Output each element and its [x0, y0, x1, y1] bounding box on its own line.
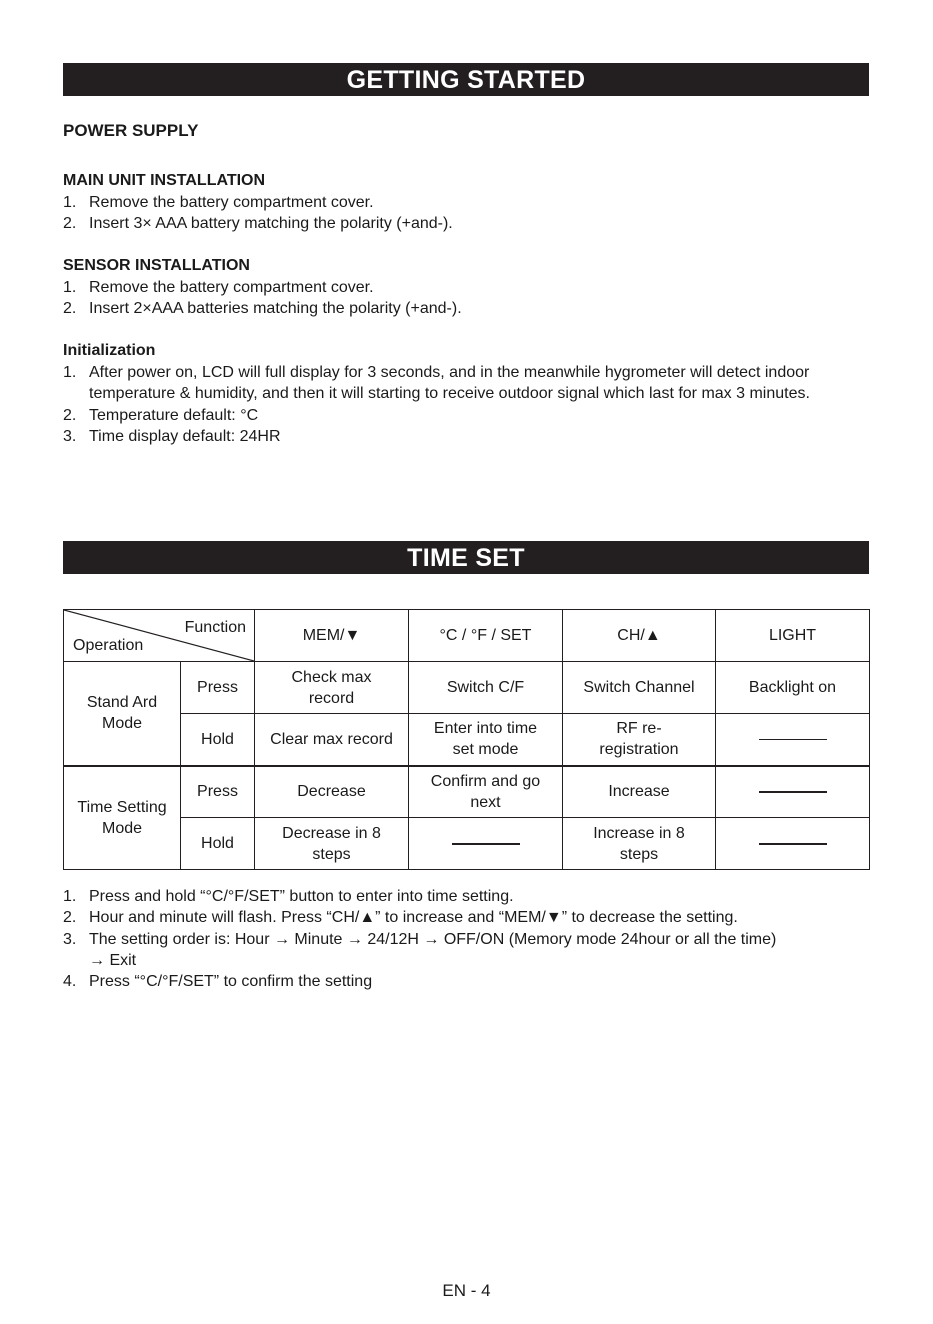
table-cell: Decrease [255, 766, 409, 818]
main-unit-steps [63, 192, 863, 235]
getting-started-banner: GETTING STARTED [63, 63, 869, 96]
table-row [64, 818, 870, 870]
table-cell: Check max record [255, 662, 409, 714]
column-header: LIGHT [716, 610, 870, 662]
list-item: 2. Insert 3× AAA battery matching the polarity (+and-). [63, 215, 453, 233]
list-item: 3. The setting order is: Hour → Minute → 24/12H → OFF/ON (Memory mode 24hour or all the time) → Exit [63, 929, 873, 972]
table-header-row [64, 610, 870, 662]
column-header: °C / °F / SET [409, 610, 563, 662]
list-item: 1. Remove the battery compartment cover. [63, 279, 374, 296]
step3-continuation: → Exit [89, 951, 137, 969]
table-cell: Backlight on [716, 662, 870, 714]
sensor-heading: SENSOR INSTALLATION [63, 257, 250, 274]
list-item: 2. Insert 2×AAA batteries matching the polarity (+and-). [63, 300, 462, 318]
table-cell: RF re-registration [563, 714, 716, 766]
time-set-banner: TIME SET [63, 541, 869, 574]
table-row [64, 662, 870, 714]
list-item: 2. Temperature default: °C [63, 406, 259, 424]
empty-cell [716, 818, 870, 870]
table-cell: Increase [563, 766, 716, 818]
list-item: 3. Time display default: 24HR [63, 427, 281, 445]
mode-label: Stand Ard Mode [64, 662, 181, 766]
sensor-steps [63, 277, 863, 320]
empty-cell [409, 818, 563, 870]
action-label: Hold [181, 714, 255, 766]
column-header: MEM/▼ [255, 610, 409, 662]
time-set-table [63, 609, 870, 870]
table-cell: Switch C/F [409, 662, 563, 714]
main-unit-heading: MAIN UNIT INSTALLATION [63, 172, 266, 189]
list-item: 2. Hour and minute will flash. Press “CH/▲” to increase and “MEM/▼” to decrease the setting. [63, 909, 738, 927]
page-number: EN - 4 [442, 1281, 491, 1300]
dash-line [759, 739, 827, 740]
table-cell: Increase in 8 steps [563, 818, 716, 870]
table-cell: Confirm and go next [409, 766, 563, 818]
corner-cell [64, 610, 255, 662]
table-row [64, 766, 870, 818]
table-cell: Decrease in 8 steps [255, 818, 409, 870]
action-label: Press [181, 662, 255, 714]
list-item: 1. After power on, LCD will full display for 3 seconds, and in the meanwhile hygrometer will detect indoor temperature & humidity, and then it will starting to receive outdoor signal which last for max 3 minutes. [63, 364, 810, 403]
action-label: Press [181, 766, 255, 818]
dash-line [759, 843, 827, 845]
dash-line [452, 843, 520, 845]
table-cell: Switch Channel [563, 662, 716, 714]
empty-cell [716, 766, 870, 818]
list-item: 1. Press and hold “°C/°F/SET” button to enter into time setting. [63, 888, 514, 905]
power-supply-heading: POWER SUPPLY [63, 121, 199, 140]
dash-line [759, 791, 827, 793]
time-set-steps [63, 886, 873, 992]
column-header: CH/▲ [563, 610, 716, 662]
initialization-steps [63, 362, 853, 447]
empty-cell [716, 714, 870, 766]
mode-label: Time Setting Mode [64, 766, 181, 870]
table-row [64, 714, 870, 766]
action-label: Hold [181, 818, 255, 870]
corner-function-label: Function [184, 619, 246, 636]
list-item: 1. Remove the battery compartment cover. [63, 194, 374, 211]
list-item: 4. Press “°C/°F/SET” to confirm the setting [63, 973, 373, 991]
initialization-heading: Initialization [63, 342, 156, 359]
table-cell: Enter into time set mode [409, 714, 563, 766]
table-cell: Clear max record [255, 714, 409, 766]
corner-operation-label: Operation [73, 637, 144, 654]
